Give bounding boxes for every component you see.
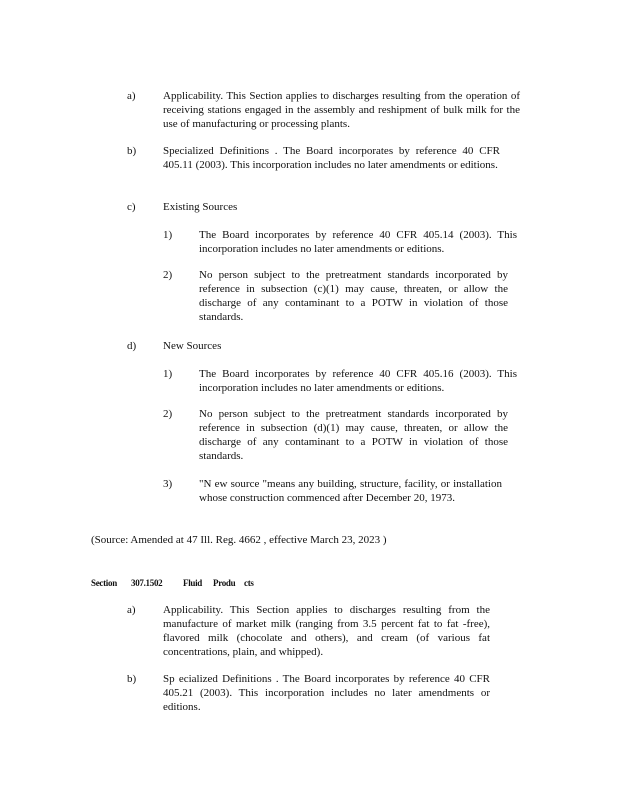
- item2-a-label: a): [127, 604, 136, 616]
- section-title-part2: Produ: [213, 578, 236, 588]
- item2-a-applicability: Applicability. This Section applies to discharges resulting from the manufacture of market milk (ranging from 3.5 percent fat to fat -free), flavored milk (chocolate and others), and cream (of various fat concentrations, plain, and whipped).: [163, 604, 490, 658]
- item-d2-label: 2): [163, 408, 173, 420]
- item2-b-label: b): [127, 673, 137, 685]
- item-c-existing-sources: Existing Sources: [163, 201, 238, 213]
- item-d-label: d): [127, 340, 137, 352]
- item-d3-label: 3): [163, 478, 173, 490]
- item-c-label: c): [127, 201, 136, 213]
- item-c2-text: No person subject to the pretreatment standards incorporated by reference in subsection (c)(1) may cause, threaten, or allow the discharge of any contaminant to a POTW in violation of those standards.: [199, 269, 508, 323]
- section-title-part3: cts: [244, 578, 254, 588]
- item-b-label: b): [127, 145, 137, 157]
- item2-b-definitions: Sp ecialized Definitions . The Board incorporates by reference 40 CFR 405.21 (2003). This incorporation includes no later amendments or editions.: [163, 673, 490, 713]
- section-heading: [91, 576, 291, 588]
- section-title-part1: Fluid: [183, 578, 203, 588]
- item-d1-text: The Board incorporates by reference 40 CFR 405.16 (2003). This incorporation includes no later amendments or editions.: [199, 368, 517, 394]
- item-a-applicability: Applicability. This Section applies to discharges resulting from the operation of receiving stations engaged in the assembly and reshipment of bulk milk for the use of manufacturing or processing plants.: [163, 90, 520, 130]
- item-c1-label: 1): [163, 229, 173, 241]
- source-note: (Source: Amended at 47 Ill. Reg. 4662 , effective March 23, 2023 ): [91, 534, 387, 546]
- item-c2-label: 2): [163, 269, 173, 281]
- item-d-new-sources: New Sources: [163, 340, 222, 352]
- section-number: 307.1502: [131, 578, 163, 588]
- item-d1-label: 1): [163, 368, 173, 380]
- section-word: Section: [91, 578, 117, 588]
- item-d2-text: No person subject to the pretreatment standards incorporated by reference in subsection (d)(1) may cause, threaten, or allow the discharge of any contaminant to a POTW in violation of those standards.: [199, 408, 508, 462]
- item-b-definitions: Specialized Definitions . The Board incorporates by reference 40 CFR 405.11 (2003). This incorporation includes no later amendments or editions.: [163, 145, 500, 171]
- item-c1-text: The Board incorporates by reference 40 CFR 405.14 (2003). This incorporation includes no later amendments or editions.: [199, 229, 517, 255]
- item-a-label: a): [127, 90, 136, 102]
- item-d3-text: "N ew source "means any building, structure, facility, or installation whose construction commenced after December 20, 1973.: [199, 478, 502, 504]
